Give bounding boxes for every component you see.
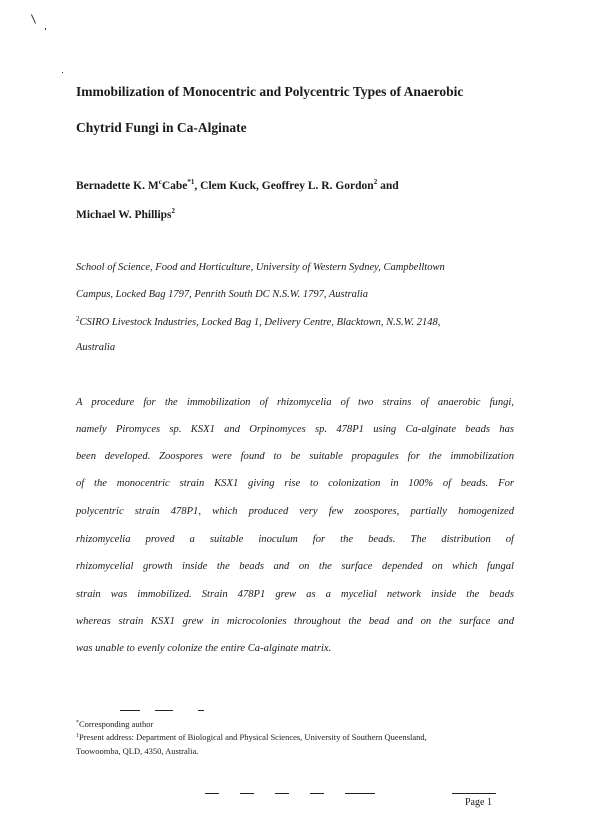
- footnote-text: Corresponding author: [79, 719, 154, 729]
- author-text: , Clem Kuck, Geoffrey L. R. Gordon: [194, 180, 374, 192]
- affiliation-line-1: School of Science, Food and Horticulture, University of Western Sydney, Campbelltown: [76, 262, 445, 273]
- footer-rule: [345, 793, 375, 794]
- footnote-text: Present address: Department of Biological and Physical Sciences, University of Southern Queensland,: [79, 732, 427, 742]
- author-text: and: [377, 180, 399, 192]
- scan-speck: [31, 14, 36, 23]
- affiliation-line-4: Australia: [76, 342, 116, 353]
- footer-rule: [452, 793, 496, 794]
- author-line-2: [76, 207, 175, 221]
- footnote-present-address: [76, 732, 427, 742]
- footnote-rule: [120, 710, 140, 711]
- footnote-sup: 1: [76, 733, 79, 739]
- abstract-line: namely Piromyces sp. KSX1 and Orpinomyces sp. 478P1 using Ca-alginate beads has: [76, 424, 514, 435]
- abstract-line: whereas strain KSX1 grew in microcolonies throughout the bead and on the surface and: [76, 616, 514, 627]
- author-line-1: [76, 178, 399, 192]
- author-sup: *1: [187, 178, 195, 186]
- footnote-sup: *: [76, 720, 79, 726]
- footer-rule: [275, 793, 289, 794]
- footer-rule: [310, 793, 324, 794]
- affiliation-sup: 2: [76, 315, 80, 323]
- abstract-line: A procedure for the immobilization of rhizomycelia of two strains of anaerobic fungi,: [76, 397, 514, 408]
- abstract-line: of the monocentric strain KSX1 giving rise to colonization in 100% of beads. For: [76, 478, 514, 489]
- abstract-line: rhizomycelia proved a suitable inoculum for the beads. The distribution of: [76, 534, 514, 545]
- scan-speck: [45, 28, 46, 30]
- author-sup: 2: [373, 178, 378, 186]
- abstract-line: strain was immobilized. Strain 478P1 grew as a mycelial network inside the beads: [76, 589, 514, 600]
- footnote-present-address-cont: Toowoomba, QLD, 4350, Australia.: [76, 746, 199, 756]
- author-sup: c: [158, 178, 162, 186]
- author-text: Michael W. Phillips: [76, 209, 172, 221]
- abstract-line: polycentric strain 478P1, which produced very few zoospores, partially homogenized: [76, 506, 514, 517]
- author-text: Cabe: [161, 180, 188, 192]
- affiliation-line-2: Campus, Locked Bag 1797, Penrith South DC N.S.W. 1797, Australia: [76, 289, 368, 300]
- footer-rule: [205, 793, 219, 794]
- scan-speck: [62, 72, 63, 73]
- paper-title-line-2: Chytrid Fungi in Ca-Alginate: [76, 120, 247, 135]
- affiliation-text: CSIRO Livestock Industries, Locked Bag 1, Delivery Centre, Blacktown, N.S.W. 2148,: [79, 317, 441, 328]
- footnote-rule: [155, 710, 173, 711]
- affiliation-line-3: [76, 315, 440, 328]
- abstract-line: was unable to evenly colonize the entire Ca-alginate matrix.: [76, 643, 332, 654]
- page-number: Page 1: [465, 797, 492, 808]
- paper-title-line-1: Immobilization of Monocentric and Polycentric Types of Anaerobic: [76, 84, 464, 99]
- footnote-corresponding: [76, 719, 153, 729]
- footnote-rule: [198, 710, 204, 711]
- author-text: Bernadette K. M: [76, 180, 159, 192]
- author-sup: 2: [171, 207, 176, 215]
- footer-rule: [240, 793, 254, 794]
- abstract-line: rhizomycelial growth inside the beads and on the surface depended on which fungal: [76, 561, 514, 572]
- abstract-line: been developed. Zoospores were found to be suitable propagules for the immobilization: [76, 451, 514, 462]
